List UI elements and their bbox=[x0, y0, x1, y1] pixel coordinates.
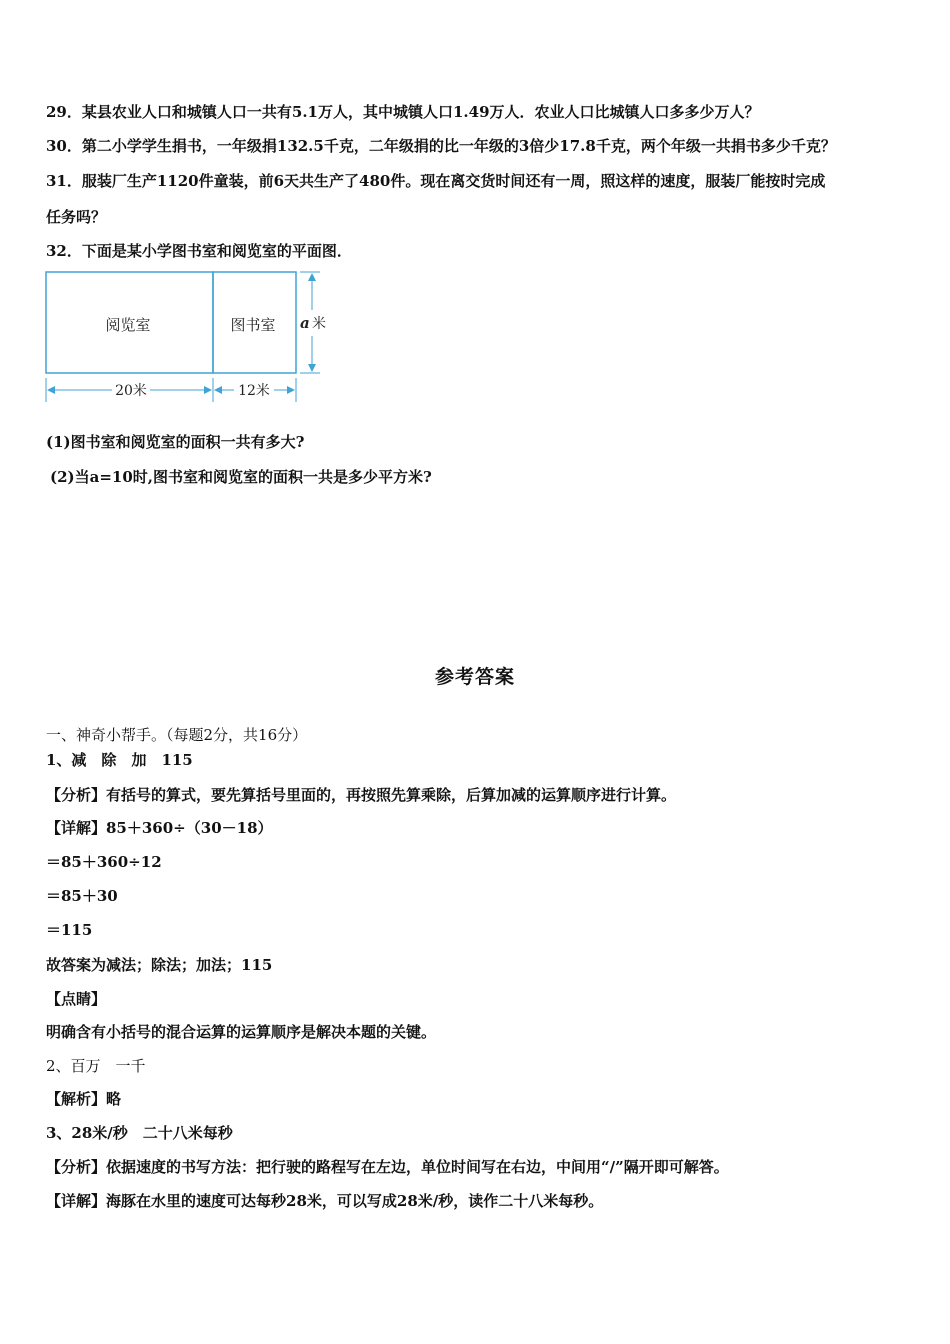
answers-title: 参考答案 bbox=[434, 666, 515, 688]
answer-1-tip: 明确含有小括号的混合运算的运算顺序是解决本题的关键。 bbox=[46, 1023, 437, 1041]
answer-3: 3、28米/秒 二十八米每秒 bbox=[46, 1124, 233, 1142]
answer-2-analysis: 【解析】略 bbox=[46, 1090, 122, 1108]
question-32-part1: (1)图书室和阅览室的面积一共有多大? bbox=[46, 433, 305, 451]
floor-plan-svg bbox=[40, 266, 340, 408]
answer-3-analysis: 【分析】依据速度的书写方法：把行驶的路程写在左边，单位时间写在右边，中间用“/”隔开即可解答。 bbox=[46, 1158, 729, 1176]
height-unit: 米 bbox=[312, 316, 326, 332]
arrowhead-left-1 bbox=[47, 386, 55, 394]
question-29: 29．某县农业人口和城镇人口一共有5.1万人，其中城镇人口1.49万人．农业人口比城镇人口多多少万人？ bbox=[46, 103, 760, 121]
height-variable: a bbox=[300, 314, 310, 332]
floor-plan-diagram bbox=[40, 266, 340, 408]
width-left-label: 20米 bbox=[115, 383, 147, 399]
answers-section-1: 一、神奇小帮手。（每题2分，共16分） bbox=[46, 726, 308, 744]
arrowhead-up bbox=[308, 273, 316, 281]
question-32-part2: (2)当a=10时,图书室和阅览室的面积一共是多少平方米? bbox=[50, 468, 432, 486]
arrowhead-right-1 bbox=[204, 386, 212, 394]
answer-1-step-2: ＝85＋30 bbox=[46, 887, 118, 905]
question-31-line2: 任务吗？ bbox=[46, 208, 107, 226]
width-right-label: 12米 bbox=[238, 383, 270, 399]
answer-1-analysis: 【分析】有括号的算式，要先算括号里面的，再按照先算乘除，后算加减的运算顺序进行计算。 bbox=[46, 786, 677, 804]
library-room-label: 图书室 bbox=[230, 316, 276, 334]
arrowhead-right-2 bbox=[287, 386, 295, 394]
arrowhead-left-2 bbox=[214, 386, 222, 394]
answer-1-tip-label: 【点睛】 bbox=[46, 990, 107, 1008]
question-32: 32．下面是某小学图书室和阅览室的平面图． bbox=[46, 242, 352, 260]
arrowhead-down bbox=[308, 364, 316, 372]
question-30: 30．第二小学学生捐书，一年级捐132.5千克，二年级捐的比一年级的3倍少17.8千克，两个年级一共捐书多少千克？ bbox=[46, 137, 836, 155]
answer-1-conclusion: 故答案为减法；除法；加法；115 bbox=[46, 956, 273, 974]
answer-3-detail: 【详解】海豚在水里的速度可达每秒28米，可以写成28米/秒，读作二十八米每秒。 bbox=[46, 1192, 604, 1210]
answer-2: 2、百万 一千 bbox=[46, 1057, 146, 1075]
question-31-line1: 31．服装厂生产1120件童装，前6天共生产了480件。现在离交货时间还有一周，照这样的速度，服装厂能按时完成 bbox=[46, 172, 826, 190]
answer-1-step-3: ＝115 bbox=[46, 921, 93, 939]
answer-1: 1、减 除 加 115 bbox=[46, 751, 193, 769]
answer-1-step-1: ＝85＋360÷12 bbox=[46, 853, 162, 871]
answer-1-detail: 【详解】85＋360÷（30－18） bbox=[46, 819, 273, 837]
reading-room-label: 阅览室 bbox=[105, 316, 151, 334]
